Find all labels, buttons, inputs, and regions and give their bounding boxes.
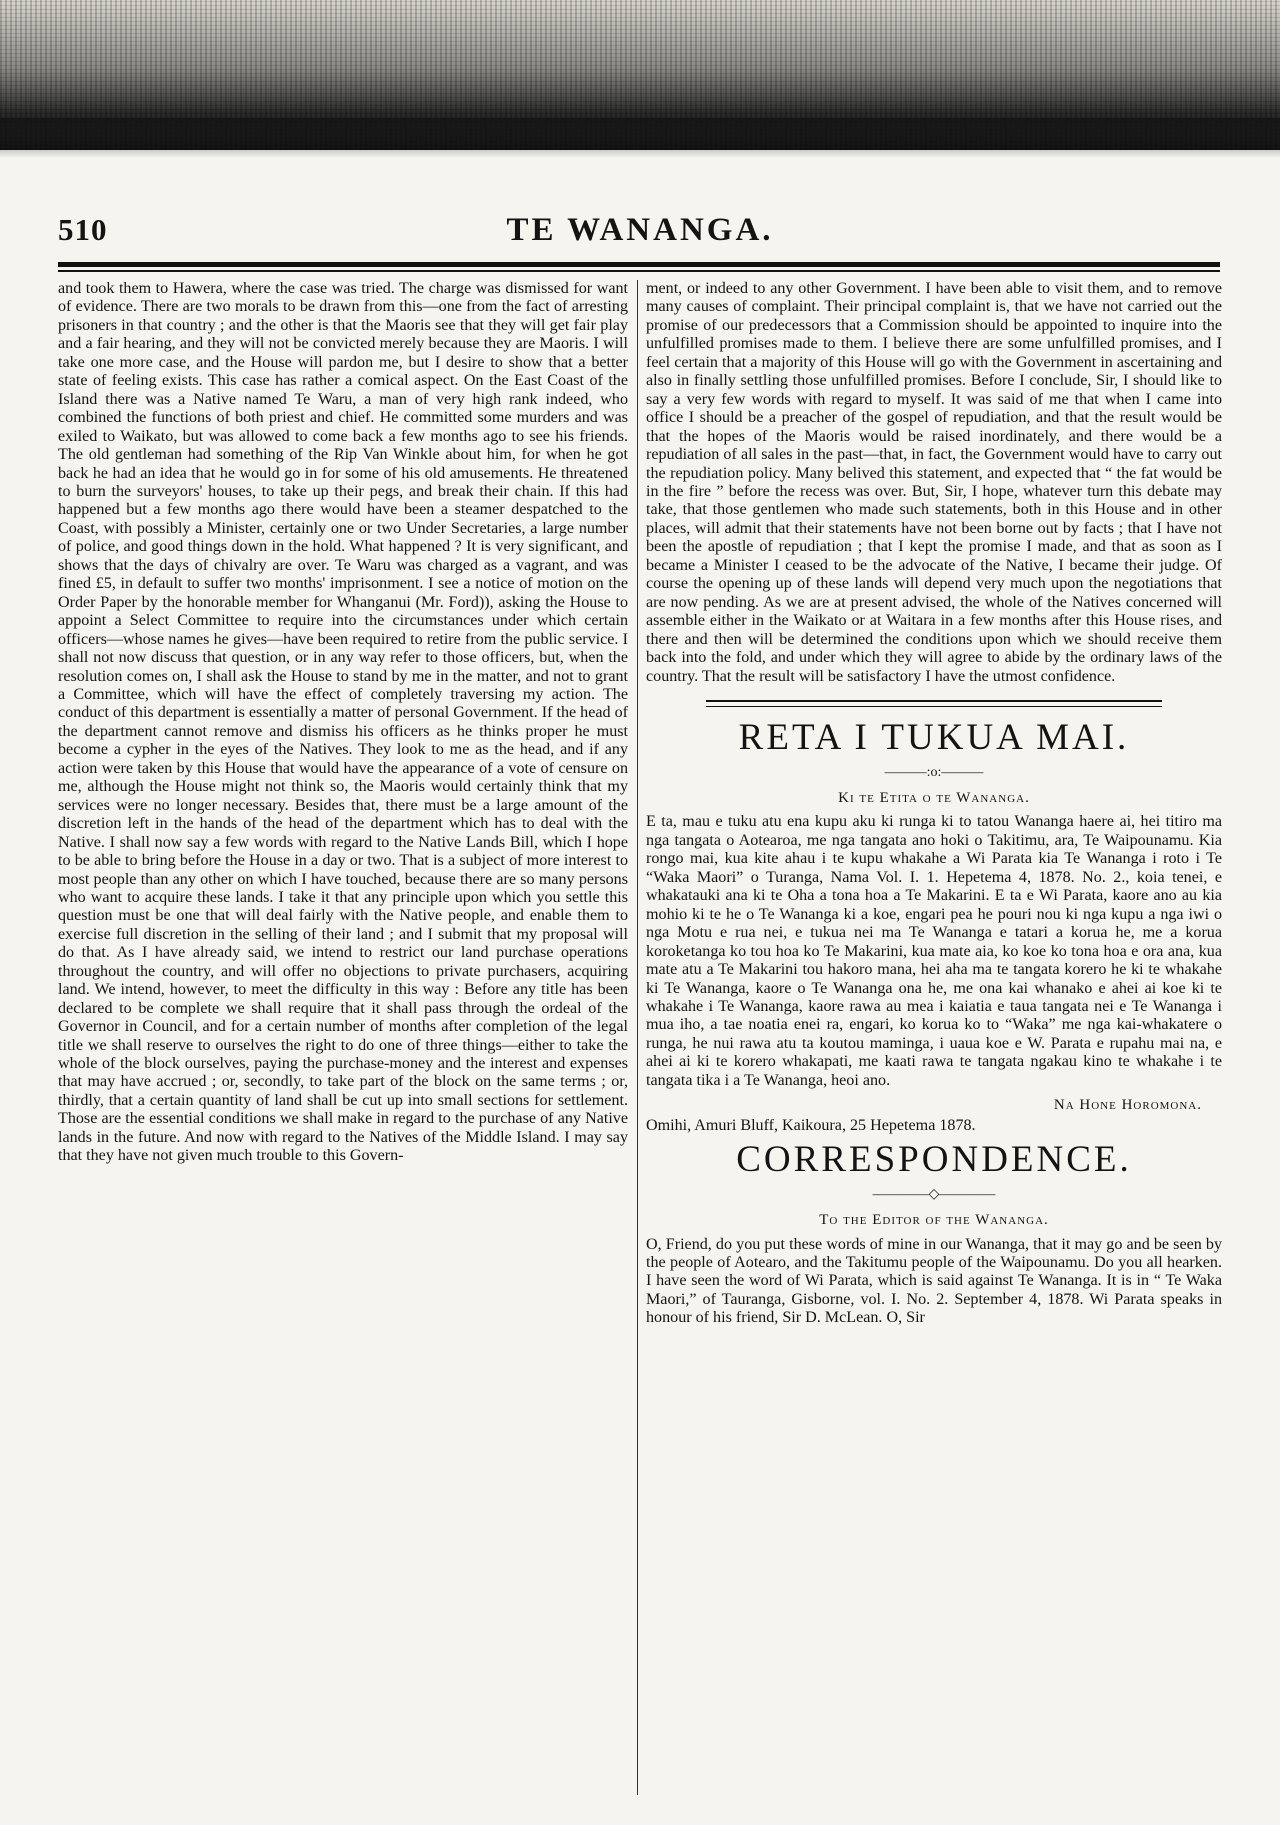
reta-letter-body: E ta, mau e tuku atu ena kupu aku ki runga ki to tatou Wananga haere ai, hei titiro ma nga tangata o Aotearoa, me nga tangata ano hoki o Takitimu, ara, Te Waipounamu. Kia rongo mai, kua kite ahau i te kupu whakahe a Wi Parata kia Te Wananga i roto i Te “Waka Maori” o Turanga, Nama Vol. I. 1. Hepetema 4, 1878. No. 2., koia tenei, e whakatauki ana ki te Oha a tona hoa a Te Makarini. E ta e Wi Parata, kaore ano au kia mohio ki te he o Te Wananga ki a koe, engari pea he pouri nou ki nga kupu a nga iwi o nga Motu e rua nei, e tukua nei ma Te Wananga e tatari a korua he, me a korua koroketanga ko tou hoa ko Te Makarini, kua mate aia, ko koe ko tona hoa e ora ana, kua mate atu a Te Makarini tou hakoro mana, hei aha ma te tangata korero he ki te whakahe ki Te Wananga, kaore o Te Wananga ona he, me ona kai whanako e ahei ai koe ki te whakahe i Te Wananga, kaore rawa au mea i kaiatia e taua tangata nei e Te Wananga i mua iho, a tae noatia enei ra, engari, ko korua ko to “Waka” me nga kai-whakatere o runga, he nui rawa atu ta koutou maminga, i uaua koe e W. Parata e rupahu mai na, e ahei ai ki te korero whakapati, me kaati rawa te tangata ngakau kino te whakahe i te tangata tika i a Te Wananga, heoi ano. [646, 813, 1222, 1089]
reta-heading: RETA I TUKUA MAI. [738, 716, 1130, 758]
speech-text-right: ment, or indeed to any other Government. I have been able to visit them, and to remove many causes of complaint. Their principal complaint is, that we have not carried out the promise of our predecessors that a Commission should be appointed to inquire into the unfulfilled promises made to them. I believe there are some unfulfilled promises, and I feel certain that a majority of this House will go with the Government in ascertaining and also in finally settling those unfulfilled promises. Before I conclude, Sir, I should like to say a very few words with regard to myself. It was said of me that when I came into office I should be a preacher of the gospel of repudiation, and that the result would be that the hopes of the Maoris would be raised inordinately, and there would be a repudiation of all sales in the past—that, in fact, the Government would have to carry out the repudiation policy. Many belived this statement, and expected that “ the fat would be in the fire ” before the recess was over. But, Sir, I hope, whatever turn this debate may take, that those gentlemen who made such statements, both in this House and in other places, will admit that their statements have not been borne out by facts ; that I have not been the apostle of repudiation ; that I kept the promise I made, and that as soon as I became a Minister I ceased to be the advocate of the Native, I became their judge. Of course the opening up of these lands will depend very much upon the negotiations that are now pending. As we are at present advised, the whole of the Natives concerned will assemble either in the Waikato or at Waitara in a few months after this House rises, and there and then will be determined the conditions upon which we should receive them back into the fold, and under which they will agree to abide by the ordinary laws of the country. That the result will be satisfactory I have the utmost confidence. [646, 280, 1222, 685]
column-divider [637, 280, 638, 1795]
speech-text-left: and took them to Hawera, where the case was tried. The charge was dismissed for want of evidence. There are two morals to be drawn from this—one from the fact of arresting prisoners in that country ; and the other is that the Maoris see that they will get fair play and a fair hearing, and they will not be convicted merely because they are Maoris. I will take one more case, and the House will pardon me, but I desire to show that a better state of feeling exists. This case has rather a comical aspect. On the East Coast of the Island there was a Native named Te Waru, a man of very high rank indeed, who combined the functions of both priest and chief. He committed some murders and was exiled to Waikato, but was allowed to come back a few months ago to see his friends. The old gentleman had something of the Rip Van Winkle about him, for when he got back he had an idea that he would go in for some of his old amusements. He threatened to burn the surveyors' houses, to take up their pegs, and break their chain. If this had happened but a few months ago there would have been a steamer despatched to the Coast, with possibly a Minister, certainly one or two Under Secretaries, a large number of police, and good things down in the hold. What happened ? It is very significant, and shows that the days of chivalry are over. Te Waru was charged as a vagrant, and was fined £5, in default to suffer two months' imprisonment. I see a notice of motion on the Order Paper by the honorable member for Whanganui (Mr. Ford)), asking the House to appoint a Select Committee to require into the circumstances under which certain officers—whose names he gives—have been required to retire from the public service. I shall not now discuss that question, or in any way refer to those officers, but, when the resolution comes on, I shall ask the House to stand by me in the matter, and not to grant a Committee, which will have the effect of completely traversing my action. The conduct of this department is essentially a matter of personal Government. If the head of the department cannot remove and dismiss his officers as he thinks proper he must become a cypher in the eyes of the Natives. They look to me as the head, and if any action were taken by this House that would have the appearance of a vote of censure on me, although the House might not think so, the Maoris would certainly think that my services were no longer necessary. Besides that, there must be a large amount of the discretion left in the hands of the head of the department which has to deal with the Native. I shall now say a few words with regard to the Native Lands Bill, which I hope to be able to bring before the House in a day or two. That is a subject of more interest to most people than any other on which I have touched, because there are so many persons who want to acquire these lands. I take it that any principle upon which you settle this question must be one that will deal fairly with the Native people, and enable them to exercise full discretion in the selling of their land ; and I submit that my proposal will do that. As I have already said, we intend to restrict our land purchase operations throughout the country, and will offer no objections to private purchasers, acquiring land. We intend, however, to meet the difficulty in this way : Before any title has been declared to be complete we shall require that it shall pass through the ordeal of the Governor in Council, and for a certain number of months after completion of the legal title we shall reserve to ourselves the right to do one of three things—either to take the whole of the block ourselves, paying the purchase-money and the interest and expenses that may have accrued ; or, secondly, to take part of the block on the same terms ; or, thirdly, that a certain quantity of land shall be cut up into small sections for settlement. Those are the essential conditions we shall make in regard to the purchase of any Native lands in the future. And now with regard to the Natives of the Middle Island. I may say that they have not given much trouble to this Govern- [58, 280, 628, 1165]
correspondence-ornament: ————◇———— [872, 1187, 996, 1203]
masthead-title: TE WANANGA. [506, 212, 774, 248]
correspondence-letter-body: O, Friend, do you put these words of mine in our Wananga, that it may go and be seen by the people of Aotearo, and the Takitumu people of the Waipounamu. Do you all hearken. I have seen the word of Wi Parata, which is said against Te Wananga. It is in “ Te Waka Maori,” of Tauranga, Gisborne, vol. I. No. 2. September 4, 1878. Wi Parata speaks in honour of his friend, Sir D. McLean. O, Sir [646, 1235, 1222, 1327]
left-column [58, 280, 628, 1800]
right-column [646, 280, 1222, 1800]
page-number: 510 [58, 212, 108, 247]
correspondence-salutation: To the Editor of the Wananga. [819, 1212, 1049, 1229]
header-rule-thick [58, 262, 1220, 267]
reta-ornament: ———:o:——— [884, 764, 984, 780]
reta-salutation: Ki te Etita o te Wananga. [838, 789, 1030, 806]
header-rule-thin [58, 270, 1220, 272]
correspondence-heading: CORRESPONDENCE. [736, 1139, 1132, 1181]
reta-dateline: Omihi, Amuri Bluff, Kaikoura, 25 Hepetema 1878. [646, 1116, 976, 1134]
reta-signature: Na Hone Horomona. [1053, 1097, 1202, 1114]
scan-border-shadow [0, 118, 1280, 158]
section-rule [706, 700, 1162, 707]
